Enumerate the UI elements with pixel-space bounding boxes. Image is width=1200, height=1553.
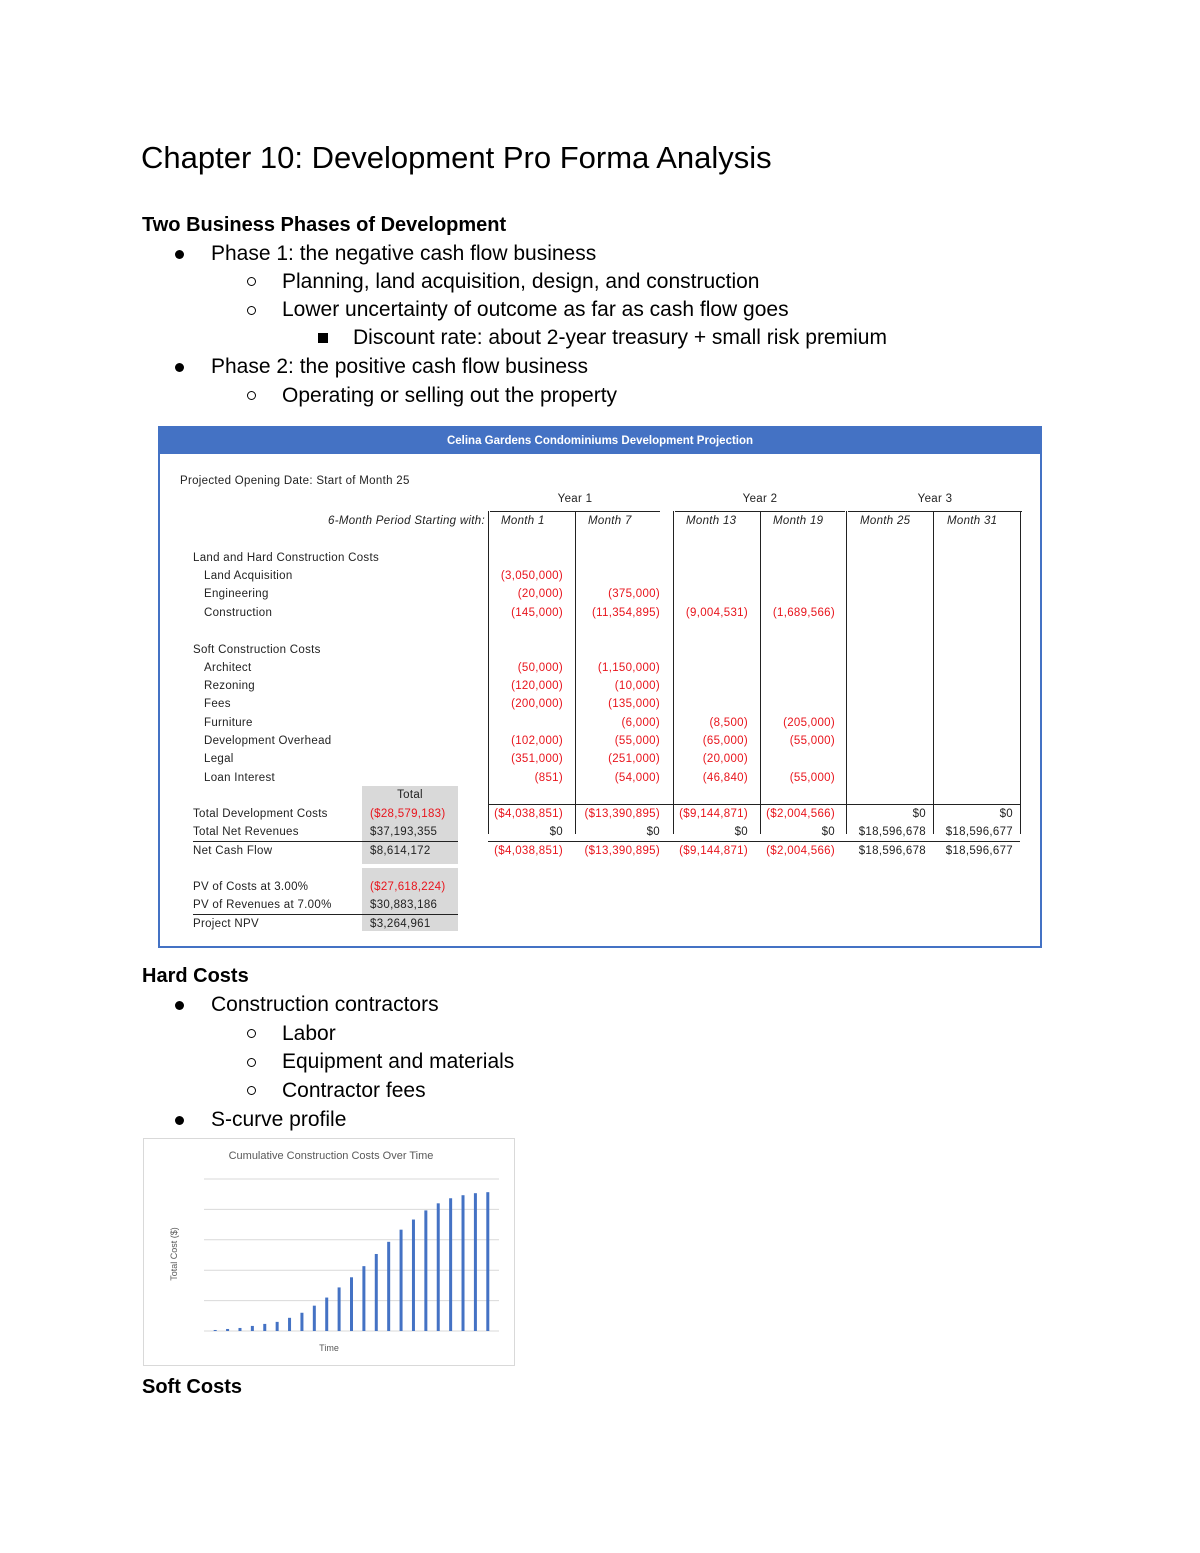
chart-bar bbox=[276, 1322, 279, 1331]
chart-ylabel: Total Cost ($) bbox=[169, 1227, 179, 1281]
list-item: Discount rate: about 2-year treasury + small risk premium bbox=[353, 326, 887, 349]
chart-bar bbox=[325, 1298, 328, 1331]
chart-bar bbox=[214, 1330, 217, 1331]
list-item: Phase 1: the negative cash flow business bbox=[211, 242, 597, 265]
chart-bar bbox=[474, 1193, 477, 1331]
month-header: Month 31 bbox=[947, 515, 998, 527]
table-cell: ($2,004,566) bbox=[766, 845, 835, 857]
table-cell: $18,596,677 bbox=[945, 845, 1013, 857]
list-item: Lower uncertainty of outcome as far as cash flow goes bbox=[282, 298, 789, 321]
table-cell: (54,000) bbox=[614, 772, 660, 784]
table-cell: $0 bbox=[549, 826, 563, 838]
section-heading-phases: Two Business Phases of Development bbox=[142, 214, 507, 236]
table-cell: (20,000) bbox=[702, 753, 748, 765]
section-heading-soft-costs: Soft Costs bbox=[142, 1376, 242, 1398]
row-label: Legal bbox=[204, 753, 234, 765]
hard-costs-header: Land and Hard Construction Costs bbox=[193, 552, 380, 564]
pv-label: Project NPV bbox=[193, 918, 259, 930]
table-cell: $0 bbox=[734, 826, 748, 838]
pv-label: PV of Revenues at 7.00% bbox=[193, 899, 332, 911]
chart-bar bbox=[400, 1230, 403, 1331]
hollow-bullet-icon bbox=[247, 306, 256, 315]
chart-bar bbox=[300, 1313, 303, 1331]
table-cell: (1,689,566) bbox=[772, 607, 835, 619]
table-cell: $0 bbox=[646, 826, 660, 838]
soft-costs-header: Soft Construction Costs bbox=[193, 644, 321, 656]
list-item: Construction contractors bbox=[211, 993, 439, 1016]
year-label: Year 3 bbox=[917, 493, 953, 505]
table-cell: $18,596,678 bbox=[858, 845, 926, 857]
list-item: Equipment and materials bbox=[282, 1050, 515, 1073]
table-cell: (8,500) bbox=[709, 717, 748, 729]
bullet-icon bbox=[175, 363, 184, 372]
pv-value: ($27,618,224) bbox=[370, 881, 446, 893]
table-cell: $0 bbox=[999, 808, 1013, 820]
table-cell: (102,000) bbox=[511, 735, 563, 747]
table-cell: (135,000) bbox=[608, 698, 660, 710]
table-cell: (55,000) bbox=[614, 735, 660, 747]
table-cell: (200,000) bbox=[511, 698, 563, 710]
chart-bar bbox=[424, 1210, 427, 1331]
row-label: Furniture bbox=[204, 717, 253, 729]
row-label: Construction bbox=[204, 607, 273, 619]
chart-bar bbox=[462, 1195, 465, 1331]
year-label: Year 1 bbox=[557, 493, 593, 505]
table-cell: (11,354,895) bbox=[592, 607, 660, 619]
hollow-bullet-icon bbox=[247, 1029, 256, 1038]
bullet-icon bbox=[175, 250, 184, 259]
chart-bar bbox=[449, 1198, 452, 1331]
table-cell: ($4,038,851) bbox=[494, 808, 563, 820]
table-cell: (375,000) bbox=[608, 588, 660, 600]
row-label: Engineering bbox=[204, 588, 269, 600]
list-item: S-curve profile bbox=[211, 1108, 347, 1131]
proforma-table bbox=[158, 426, 1042, 948]
chart-bar bbox=[338, 1287, 341, 1331]
bullet-icon bbox=[175, 1116, 184, 1125]
chart-svg bbox=[144, 1139, 514, 1365]
table-cell: ($9,144,871) bbox=[679, 808, 748, 820]
table-cell: (1,150,000) bbox=[597, 662, 660, 674]
period-label: 6-Month Period Starting with: bbox=[328, 515, 485, 527]
list-item: Labor bbox=[282, 1022, 336, 1045]
table-cell: ($9,144,871) bbox=[679, 845, 748, 857]
summary-label: Total Net Revenues bbox=[193, 826, 299, 838]
summary-total: ($28,579,183) bbox=[370, 808, 446, 820]
row-label: Rezoning bbox=[204, 680, 255, 692]
table-cell: (851) bbox=[534, 772, 563, 784]
table-cell: $18,596,677 bbox=[945, 826, 1013, 838]
summary-label: Total Development Costs bbox=[193, 808, 328, 820]
table-cell: (20,000) bbox=[517, 588, 563, 600]
table-cell: (50,000) bbox=[517, 662, 563, 674]
square-bullet-icon bbox=[318, 333, 328, 343]
chart-bar bbox=[313, 1306, 316, 1331]
summary-total: $8,614,172 bbox=[370, 845, 431, 857]
table-cell: (145,000) bbox=[511, 607, 563, 619]
month-header: Month 19 bbox=[773, 515, 824, 527]
month-header: Month 1 bbox=[501, 515, 545, 527]
total-header: Total bbox=[397, 789, 423, 801]
chart-bar bbox=[263, 1324, 266, 1331]
row-label: Fees bbox=[204, 698, 231, 710]
table-cell: $0 bbox=[912, 808, 926, 820]
proforma-title: Celina Gardens Condominiums Development Projection bbox=[160, 428, 1040, 454]
table-cell: (55,000) bbox=[789, 735, 835, 747]
chart-bar bbox=[226, 1329, 229, 1331]
list-item: Phase 2: the positive cash flow business bbox=[211, 355, 589, 378]
table-cell: (6,000) bbox=[621, 717, 660, 729]
table-cell: (55,000) bbox=[789, 772, 835, 784]
summary-label: Net Cash Flow bbox=[193, 845, 273, 857]
year-label: Year 2 bbox=[742, 493, 778, 505]
month-header: Month 13 bbox=[686, 515, 737, 527]
table-cell: ($4,038,851) bbox=[494, 845, 563, 857]
chart-bar bbox=[350, 1277, 353, 1331]
table-cell: (251,000) bbox=[608, 753, 660, 765]
table-cell: (10,000) bbox=[614, 680, 660, 692]
chart-bar bbox=[486, 1192, 489, 1331]
row-label: Architect bbox=[204, 662, 252, 674]
chart-bar bbox=[362, 1266, 365, 1331]
table-cell: (46,840) bbox=[702, 772, 748, 784]
table-cell: $0 bbox=[821, 826, 835, 838]
table-cell: (9,004,531) bbox=[685, 607, 748, 619]
chart-bars bbox=[214, 1192, 490, 1331]
chart-bar bbox=[412, 1220, 415, 1331]
table-cell: ($2,004,566) bbox=[766, 808, 835, 820]
table-cell: (65,000) bbox=[702, 735, 748, 747]
table-cell: $18,596,678 bbox=[858, 826, 926, 838]
hollow-bullet-icon bbox=[247, 277, 256, 286]
row-label: Development Overhead bbox=[204, 735, 332, 747]
chart-bar bbox=[437, 1203, 440, 1331]
table-cell: ($13,390,895) bbox=[584, 808, 660, 820]
hollow-bullet-icon bbox=[247, 1086, 256, 1095]
table-cell: (3,050,000) bbox=[500, 570, 563, 582]
month-header: Month 25 bbox=[860, 515, 911, 527]
row-label: Loan Interest bbox=[204, 772, 276, 784]
chart-bar bbox=[387, 1242, 390, 1331]
s-curve-chart bbox=[143, 1138, 515, 1366]
month-header: Month 7 bbox=[588, 515, 632, 527]
chart-bar bbox=[288, 1318, 291, 1331]
chart-title: Cumulative Construction Costs Over Time bbox=[228, 1150, 434, 1162]
bullet-icon bbox=[175, 1001, 184, 1010]
section-heading-hard-costs: Hard Costs bbox=[142, 965, 249, 987]
table-cell: ($13,390,895) bbox=[584, 845, 660, 857]
chart-bar bbox=[238, 1328, 241, 1331]
chart-bar bbox=[251, 1326, 254, 1331]
pv-label: PV of Costs at 3.00% bbox=[193, 881, 309, 893]
chart-bar bbox=[375, 1254, 378, 1331]
table-cell: (205,000) bbox=[783, 717, 835, 729]
hollow-bullet-icon bbox=[247, 391, 256, 400]
list-item: Planning, land acquisition, design, and construction bbox=[282, 270, 760, 293]
summary-total: $37,193,355 bbox=[370, 826, 438, 838]
table-cell: (120,000) bbox=[511, 680, 563, 692]
pv-value: $30,883,186 bbox=[370, 899, 438, 911]
list-item: Contractor fees bbox=[282, 1079, 426, 1102]
page-title: Chapter 10: Development Pro Forma Analysis bbox=[141, 140, 772, 175]
chart-xlabel: Time bbox=[319, 1343, 339, 1353]
row-label: Land Acquisition bbox=[204, 570, 293, 582]
pv-value: $3,264,961 bbox=[370, 918, 431, 930]
list-item: Operating or selling out the property bbox=[282, 384, 618, 407]
hollow-bullet-icon bbox=[247, 1058, 256, 1067]
table-cell: (351,000) bbox=[511, 753, 563, 765]
opening-date: Projected Opening Date: Start of Month 25 bbox=[180, 475, 410, 487]
